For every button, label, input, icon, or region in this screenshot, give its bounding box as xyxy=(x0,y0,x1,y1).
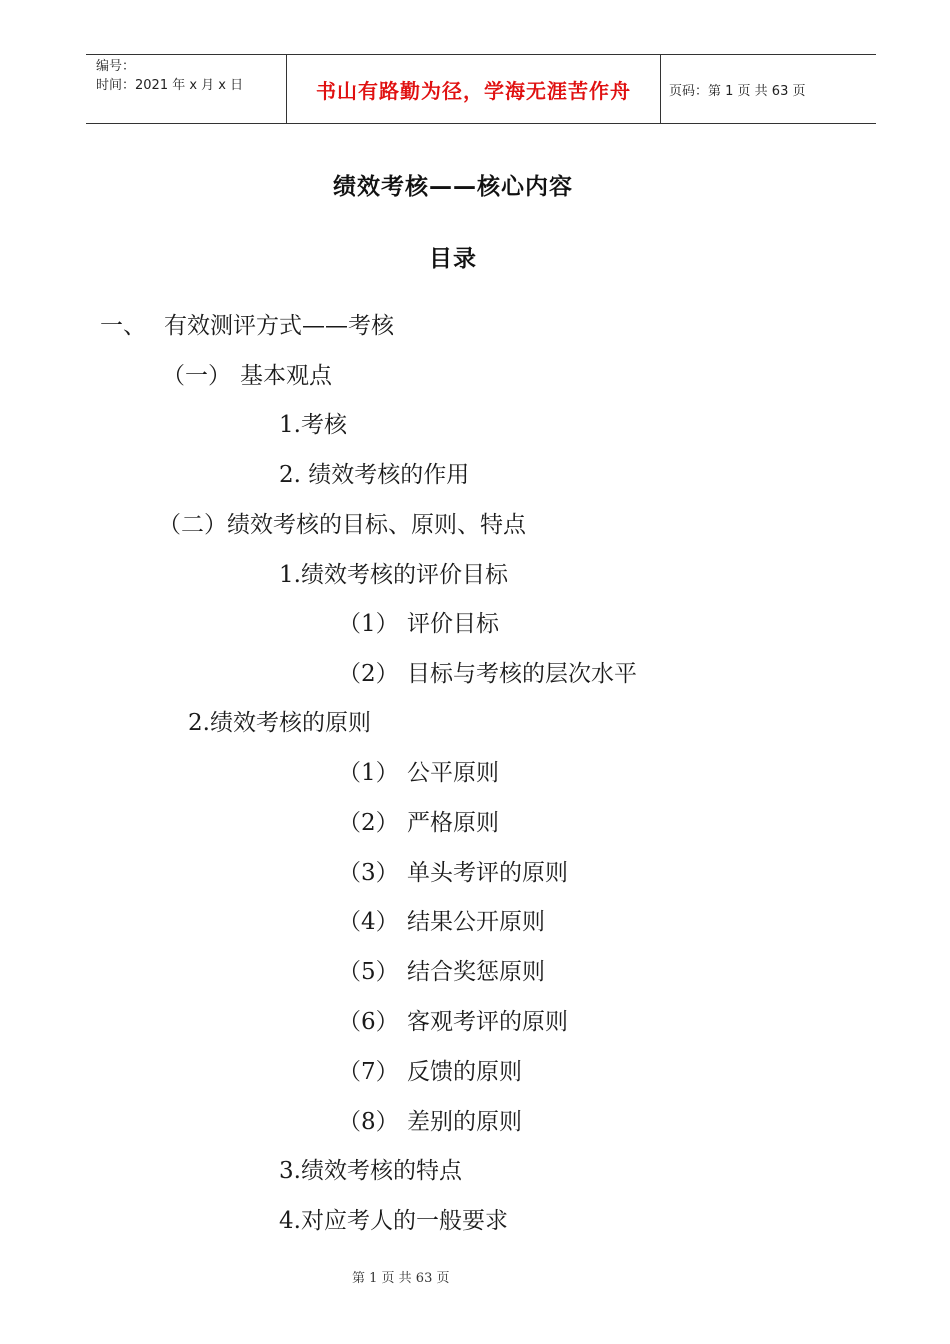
toc-number: （8） xyxy=(338,1109,399,1135)
header-motto-cell xyxy=(287,55,661,123)
toc-item xyxy=(338,759,499,787)
page-header xyxy=(86,54,876,124)
toc-item xyxy=(279,1157,462,1185)
toc-text: 1.考核 xyxy=(279,412,347,438)
toc-item xyxy=(279,1207,508,1235)
toc-item xyxy=(338,660,637,688)
toc-item xyxy=(100,312,394,340)
number-label: 编号： xyxy=(96,59,136,74)
toc-text: 差别的原则 xyxy=(407,1109,522,1135)
toc-text: 结合奖惩原则 xyxy=(407,959,545,985)
toc-item xyxy=(338,908,545,936)
toc-text: 1.绩效考核的评价目标 xyxy=(279,562,508,588)
toc-item xyxy=(338,1058,522,1086)
toc-text: （二）绩效考核的目标、原则、特点 xyxy=(158,512,526,538)
toc-item xyxy=(338,809,499,837)
toc-item xyxy=(158,511,526,539)
toc-item xyxy=(279,461,469,489)
toc-text: 2. 绩效考核的作用 xyxy=(279,462,470,488)
motto-text: 书山有路勤为径，学海无涯苦作舟 xyxy=(316,78,631,103)
toc-item xyxy=(338,958,545,986)
header-page-info: 页码：第 1 页 共 63 页 xyxy=(669,83,806,99)
toc-item xyxy=(338,1008,568,1036)
toc-item xyxy=(338,610,499,638)
toc-number: （4） xyxy=(338,909,399,935)
header-page-cell xyxy=(661,55,876,123)
toc-number: （6） xyxy=(338,1009,399,1035)
document-title: 绩效考核——核心内容 xyxy=(333,174,573,200)
toc-text: 2.绩效考核的原则 xyxy=(188,710,371,736)
time-label: 时间：2021 年 x 月 x 日 xyxy=(96,78,244,93)
page-footer: 第 1 页 共 63 页 xyxy=(352,1271,450,1286)
toc-item xyxy=(338,859,568,887)
toc-heading: 目录 xyxy=(429,246,477,272)
toc-item xyxy=(279,411,347,439)
toc-item xyxy=(338,1108,522,1136)
toc-number: （7） xyxy=(338,1059,399,1085)
toc-text: 客观考评的原则 xyxy=(407,1009,568,1035)
toc-item xyxy=(279,561,508,589)
toc-text: 4.对应考人的一般要求 xyxy=(279,1208,508,1234)
toc-number: （3） xyxy=(338,860,399,886)
toc-number: （2） xyxy=(338,810,399,836)
toc-text: 目标与考核的层次水平 xyxy=(407,661,637,687)
toc-text: 严格原则 xyxy=(407,810,499,836)
toc-text: 评价目标 xyxy=(407,611,499,637)
toc-number: （一） xyxy=(162,363,231,389)
toc-item xyxy=(162,362,332,390)
toc-number: 一、 xyxy=(100,313,146,339)
toc-number: （1） xyxy=(338,760,399,786)
toc-number: （1） xyxy=(338,611,399,637)
toc-text: 结果公开原则 xyxy=(407,909,545,935)
toc-text: 基本观点 xyxy=(240,363,332,389)
toc-text: 公平原则 xyxy=(407,760,499,786)
toc-number: （5） xyxy=(338,959,399,985)
toc-text: 反馈的原则 xyxy=(407,1059,522,1085)
toc-item xyxy=(188,709,371,737)
toc-text: 有效测评方式——考核 xyxy=(164,313,394,339)
toc-text: 3.绩效考核的特点 xyxy=(279,1158,462,1184)
header-meta-cell xyxy=(86,55,287,123)
toc-number: （2） xyxy=(338,661,399,687)
toc-text: 单头考评的原则 xyxy=(407,860,568,886)
